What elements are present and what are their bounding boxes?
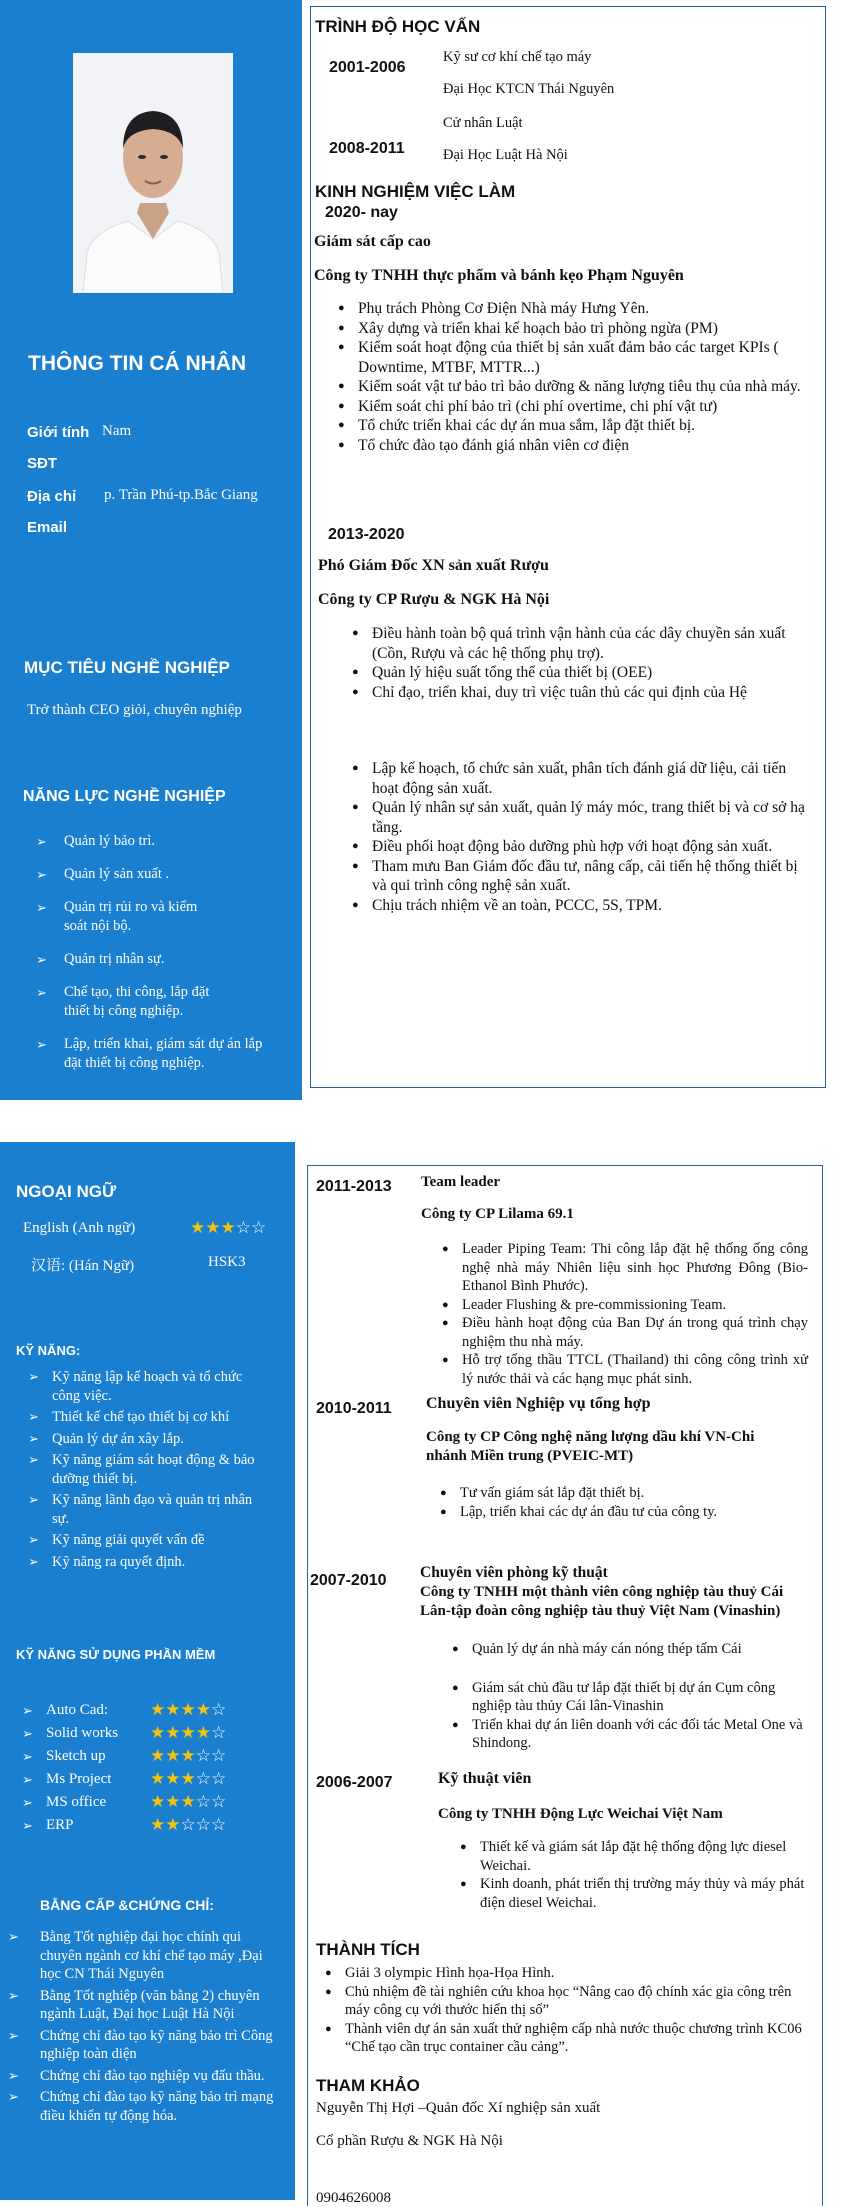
email-label: Email <box>27 519 68 536</box>
skill-item: ➢ Kỹ năng lãnh đạo và quản trị nhân sự. <box>24 1491 264 1528</box>
competency-item: ➢ Quản lý sản xuất . <box>30 865 270 884</box>
objective-title: MỤC TIÊU NGHỀ NGHIỆP <box>24 658 230 677</box>
competency-title: NĂNG LỰC NGHỀ NGHIỆP <box>23 788 226 805</box>
achievement-item: ● Giải 3 olympic Hình họa-Họa Hình. <box>321 1964 811 1983</box>
job-duty: ● Kiểm soát chi phí bảo trì (chi phí overtime, chi phí vật tư) <box>334 397 804 417</box>
job-years: 2007-2010 <box>310 1572 387 1589</box>
gender-label: Giới tính <box>27 424 90 441</box>
star-empty-icon: ☆ <box>180 1815 196 1835</box>
education-years: 2001-2006 <box>329 59 406 76</box>
job-duty: ● Tham mưu Ban Giám đốc đầu tư, nâng cấp, cải tiến hệ thống thiết bị và qui trình công nghệ sản xuất. <box>348 857 806 896</box>
star-filled-icon: ★ <box>150 1700 166 1720</box>
competency-item: ➢ Quản lý bảo trì. <box>30 832 270 851</box>
star-filled-icon: ★ <box>165 1723 181 1743</box>
star-filled-icon: ★ <box>205 1218 221 1238</box>
job-duties-list <box>436 1484 806 1521</box>
job-duty: ● Hỗ trợ tổng thầu TTCL (Thailand) thi công công trình xử lý nước thải và các hạng mục phát sinh. <box>438 1351 808 1388</box>
software-list <box>22 1701 272 1839</box>
star-filled-icon: ★ <box>150 1746 166 1766</box>
star-filled-icon: ★ <box>220 1218 236 1238</box>
job-company: Công ty CP Rượu & NGK Hà Nội <box>318 591 550 608</box>
competency-item: ➢ Lập, triển khai, giám sát dự án lắp đặt thiết bị công nghiệp. <box>30 1035 270 1073</box>
software-name: Ms Project <box>46 1771 112 1787</box>
star-filled-icon: ★ <box>180 1723 196 1743</box>
achievements-list <box>321 1964 811 2057</box>
job-duty: ● Quản lý hiệu suất tổng thể của thiết bị (OEE) <box>348 663 806 683</box>
star-empty-icon: ☆ <box>211 1723 227 1743</box>
cert-item: ➢ Chứng chỉ đào tạo nghiệp vụ đấu thầu. <box>4 2067 284 2086</box>
job-company: Công ty TNHH một thành viên công nghiệp tàu thuỷ Cái Lân-tập đoàn công nghiệp tàu thuỷ Việt Nam (Vinashin) <box>420 1584 784 1619</box>
star-empty-icon: ☆ <box>211 1815 227 1835</box>
star-filled-icon: ★ <box>180 1792 196 1812</box>
achievement-item: ● Thành viên dự án sản xuất thử nghiệm cấp nhà nước thuộc chương trình KC06 “Chế tạo cần trục container cầu cảng”. <box>321 2020 811 2057</box>
sidebar-page-1 <box>0 0 302 1100</box>
software-rating <box>150 1815 226 1835</box>
education-degree: Kỹ sư cơ khí chế tạo máy <box>443 49 592 65</box>
competency-item: ➢ Quản trị nhân sự. <box>30 950 270 969</box>
gender-value: Nam <box>102 423 132 439</box>
job-years: 2010-2011 <box>316 1400 392 1417</box>
star-empty-icon: ☆ <box>195 1769 211 1789</box>
star-filled-icon: ★ <box>195 1723 211 1743</box>
language-name: 汉语: (Hán Ngữ) <box>31 1258 135 1274</box>
competency-item: ➢ Quản trị rủi ro và kiểm soát nội bộ. <box>30 898 224 936</box>
job-duty: ● Leader Piping Team: Thi công lắp đặt hệ thống ống công nghệ nhà máy Nhiên liệu sinh học Phương Đông (Bio-Ethanol Bình Phước). <box>438 1240 808 1296</box>
achievements-title: THÀNH TÍCH <box>316 1940 420 1959</box>
cert-title: BẰNG CẤP &CHỨNG CHỈ: <box>40 1897 214 1913</box>
software-rating <box>150 1792 226 1812</box>
skill-item: ➢ Kỹ năng giám sát hoạt động & bảo dưỡng thiết bị. <box>24 1451 264 1488</box>
job-years: 2013-2020 <box>328 526 405 543</box>
cert-item: ➢ Bằng Tốt nghiệp (văn bằng 2) chuyên ngành Luật, Đại học Luật Hà Nội <box>4 1987 284 2024</box>
job-duty: ● Kiểm soát hoạt động của thiết bị sản xuất đảm bảo các target KPIs ( Downtime, MTBF, MTTR...) <box>334 338 804 377</box>
job-duties-list <box>438 1240 808 1388</box>
job-company: Công ty CP Công nghệ năng lượng dầu khí VN-Chi nhánh Miền trung (PVEIC-MT) <box>426 1429 755 1464</box>
star-filled-icon: ★ <box>180 1746 196 1766</box>
competency-list <box>30 832 270 1087</box>
job-duty: ● Lập, triển khai các dự án đầu tư của công ty. <box>436 1503 806 1522</box>
star-empty-icon: ☆ <box>211 1792 227 1812</box>
language-title: NGOẠI NGỮ <box>16 1182 117 1201</box>
job-duties-list <box>348 759 806 915</box>
sidebar-page-2 <box>0 1142 295 2200</box>
main-content-page-1 <box>310 6 826 1088</box>
competency-item: ➢ Chế tạo, thi công, lắp đặt thiết bị công nghiệp. <box>30 983 234 1021</box>
software-rating <box>150 1746 226 1766</box>
job-years: 2006-2007 <box>316 1774 393 1791</box>
job-duty: ● Điều phối hoạt động bảo dưỡng phù hợp với hoạt động sản xuất. <box>348 837 806 857</box>
star-filled-icon: ★ <box>165 1700 181 1720</box>
software-row: ➢ Auto Cad: ★★★★☆ <box>22 1700 227 1720</box>
job-duty: ● Leader Flushing & pre-commissioning Team. <box>438 1296 808 1315</box>
education-school: Đại Học KTCN Thái Nguyên <box>443 81 615 97</box>
address-label: Địa chỉ <box>27 488 77 505</box>
language-name: English (Anh ngữ) <box>23 1220 136 1236</box>
job-duties-list <box>348 624 806 702</box>
job-duty: ● Phụ trách Phòng Cơ Điện Nhà máy Hưng Yên. <box>334 299 804 319</box>
job-company: Công ty TNHH thực phẩm và bánh kẹo Phạm Nguyên <box>314 267 684 284</box>
software-rating <box>150 1700 226 1720</box>
job-duty: ● Tổ chức triển khai các dự án mua sắm, lắp đặt thiết bị. <box>334 416 804 436</box>
star-filled-icon: ★ <box>195 1700 211 1720</box>
skill-item: ➢ Kỹ năng lập kế hoạch và tổ chức công việc. <box>24 1368 264 1405</box>
star-empty-icon: ☆ <box>195 1815 211 1835</box>
star-empty-icon: ☆ <box>211 1700 227 1720</box>
cert-item: ➢ Chứng chỉ đào tạo kỹ năng bảo trì mạng điều khiển tự động hóa. <box>4 2088 284 2125</box>
job-duty: ● Kiểm soát vật tư bảo trì bảo dưỡng & năng lượng tiêu thụ của nhà máy. <box>334 377 804 397</box>
star-empty-icon: ☆ <box>195 1792 211 1812</box>
software-rating <box>150 1769 226 1789</box>
achievement-item: ● Chủ nhiệm đề tài nghiên cứu khoa học “Nâng cao độ chính xác gia công trên máy công cụ với thước hiển thị số” <box>321 1983 811 2020</box>
star-filled-icon: ★ <box>150 1815 166 1835</box>
language-rating <box>190 1218 266 1238</box>
job-role: Team leader <box>421 1174 501 1190</box>
skill-item: ➢ Kỹ năng giải quyết vấn đề <box>24 1531 264 1550</box>
job-years: 2020- nay <box>325 204 398 221</box>
software-name: ERP <box>46 1817 74 1833</box>
star-filled-icon: ★ <box>165 1769 181 1789</box>
job-duty: ● Triển khai dự án liên doanh với các đối tác Metal One và Shindong. <box>448 1716 813 1753</box>
job-duty: ● Xây dựng và triển khai kế hoạch bảo trì phòng ngừa (PM) <box>334 319 804 339</box>
software-row: ➢ Solid works ★★★★☆ <box>22 1723 227 1743</box>
cert-item: ➢ Bằng Tốt nghiệp đại học chính qui chuyên ngành cơ khí chế tạo máy ,Đại học CN Thái Nguyên <box>4 1928 284 1984</box>
software-name: MS office <box>46 1794 107 1810</box>
software-row: ➢ ERP ★★☆☆☆ <box>22 1815 227 1835</box>
star-empty-icon: ☆ <box>251 1218 267 1238</box>
person-photo <box>73 53 233 293</box>
star-empty-icon: ☆ <box>235 1218 251 1238</box>
skill-item: ➢ Quản lý dự án xây lắp. <box>24 1430 264 1449</box>
job-role: Kỹ thuật viên <box>438 1770 532 1787</box>
job-role: Giám sát cấp cao <box>314 233 431 250</box>
education-title: TRÌNH ĐỘ HỌC VẤN <box>315 17 481 36</box>
job-duty: ● Thiết kế và giám sát lắp đặt hệ thống động lực diesel Weichai. <box>456 1838 808 1875</box>
job-duty: ● Điều hành toàn bộ quá trình vận hành của các dây chuyền sản xuất (Cồn, Rượu và các hệ thống phụ trợ). <box>348 624 806 663</box>
software-name: Auto Cad: <box>46 1702 109 1718</box>
education-school: Đại Học Luật Hà Nội <box>443 147 568 163</box>
software-title: KỸ NĂNG SỬ DỤNG PHẦN MỀM <box>16 1647 216 1662</box>
skill-item: ➢ Thiết kế chế tạo thiết bị cơ khí <box>24 1408 264 1427</box>
reference-company: Cổ phần Rượu & NGK Hà Nội <box>316 2133 503 2149</box>
job-company: Công ty CP Lilama 69.1 <box>421 1206 574 1222</box>
job-duty: ● Quản lý dự án nhà máy cán nóng thép tấm Cái <box>448 1640 813 1659</box>
star-filled-icon: ★ <box>150 1723 166 1743</box>
education-years: 2008-2011 <box>329 140 405 157</box>
reference-person: Nguyễn Thị Hợi –Quản đốc Xí nghiệp sản xuất <box>316 2100 601 2116</box>
main-content-page-2 <box>307 1165 823 2206</box>
job-duty: ● Lập kế hoạch, tổ chức sản xuất, phân tích đánh giá dữ liệu, cải tiến hoạt động sản xuất. <box>348 759 806 798</box>
star-empty-icon: ☆ <box>211 1769 227 1789</box>
personal-info-title: THÔNG TIN CÁ NHÂN <box>28 352 247 375</box>
star-filled-icon: ★ <box>165 1815 181 1835</box>
language-level: HSK3 <box>208 1254 246 1270</box>
job-duties-list <box>456 1838 808 1912</box>
star-filled-icon: ★ <box>150 1792 166 1812</box>
job-company: Công ty TNHH Động Lực Weichai Việt Nam <box>438 1806 723 1822</box>
cert-item: ➢ Chứng chỉ đào tạo kỹ năng bảo trì Công nghiệp toàn diện <box>4 2027 284 2064</box>
star-filled-icon: ★ <box>180 1769 196 1789</box>
job-duties-list <box>448 1640 813 1753</box>
software-name: Solid works <box>46 1725 119 1741</box>
job-duty: ● Tư vấn giám sát lắp đặt thiết bị. <box>436 1484 806 1503</box>
software-row: ➢ Sketch up ★★★☆☆ <box>22 1746 227 1766</box>
job-duty: ● Điều hành hoạt động của Ban Dự án trong quá trình chạy nghiệm thu nhà máy. <box>438 1314 808 1351</box>
address-value: p. Trần Phú-tp.Bắc Giang <box>104 487 258 503</box>
star-filled-icon: ★ <box>180 1700 196 1720</box>
job-duty: ● Quản lý nhân sự sản xuất, quản lý máy móc, trang thiết bị và cơ sở hạ tầng. <box>348 798 806 837</box>
phone-label: SĐT <box>27 455 57 472</box>
job-role: Chuyên viên Nghiệp vụ tổng hợp <box>426 1395 651 1412</box>
person-photo-icon <box>73 53 233 293</box>
job-role: Phó Giám Đốc XN sản xuất Rượu <box>318 557 549 574</box>
job-duty: ● Chịu trách nhiệm về an toàn, PCCC, 5S, TPM. <box>348 896 806 916</box>
job-duty: ● Chỉ đạo, triển khai, duy trì việc tuân thủ các qui định của Hệ <box>348 683 806 703</box>
skills-title: KỸ NĂNG: <box>16 1343 81 1358</box>
skill-item: ➢ Kỹ năng ra quyết định. <box>24 1553 264 1572</box>
job-duty: ● Tổ chức đào tạo đánh giá nhân viên cơ điện <box>334 436 804 456</box>
job-role: Chuyên viên phòng kỹ thuật <box>420 1564 608 1581</box>
job-duty: ● Kinh doanh, phát triển thị trường máy thủy và máy phát điện diesel Weichai. <box>456 1875 808 1912</box>
star-filled-icon: ★ <box>165 1792 181 1812</box>
software-rating <box>150 1723 226 1743</box>
star-filled-icon: ★ <box>190 1218 206 1238</box>
objective-text: Trở thành CEO giỏi, chuyên nghiệp <box>27 702 242 718</box>
cert-list <box>4 1928 284 2128</box>
star-filled-icon: ★ <box>165 1746 181 1766</box>
star-empty-icon: ☆ <box>195 1746 211 1766</box>
star-filled-icon: ★ <box>150 1769 166 1789</box>
software-row: ➢ Ms Project ★★★☆☆ <box>22 1769 227 1789</box>
reference-phone: 0904626008 <box>316 2190 391 2206</box>
education-degree: Cử nhân Luật <box>443 115 523 131</box>
job-years: 2011-2013 <box>316 1178 392 1195</box>
star-empty-icon: ☆ <box>211 1746 227 1766</box>
references-title: THAM KHẢO <box>316 2076 420 2095</box>
job-duty: ● Giám sát chủ đầu tư lắp đặt thiết bị dự án Cụm công nghiệp tàu thủy Cái lân-Vinashin <box>448 1679 813 1716</box>
skills-list <box>24 1368 264 1574</box>
software-name: Sketch up <box>46 1748 106 1764</box>
job-duties-list <box>334 299 804 455</box>
experience-title: KINH NGHIỆM VIỆC LÀM <box>315 182 516 201</box>
software-row: ➢ MS office ★★★☆☆ <box>22 1792 227 1812</box>
